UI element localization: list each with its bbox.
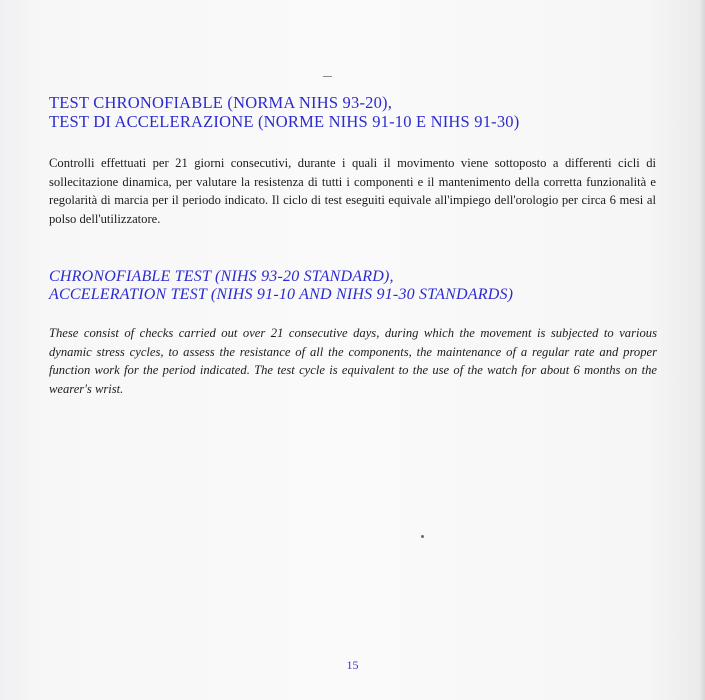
italian-heading-line-1: TEST CHRONOFIABLE (NORMA NIHS 93-20), — [49, 93, 393, 112]
italian-heading-line-2: TEST DI ACCELERAZIONE (NORME NIHS 91-10 E NIHS 91-30) — [49, 112, 520, 131]
top-print-mark — [323, 76, 332, 77]
page-edge-shadow — [699, 0, 705, 700]
english-heading — [49, 268, 669, 304]
english-heading-line-1: CHRONOFIABLE TEST (NIHS 93-20 STANDARD), — [49, 268, 394, 285]
english-body-paragraph: These consist of checks carried out over 21 consecutive days, during which the movement is subjected to various dynamic stress cycles, to assess the resistance of all the components, the maintenance of a regular rate and proper function work for the period indicated. The test cycle is equivalent to the use of the watch for about 6 months on the wearer's wrist. — [49, 326, 657, 396]
english-heading-line-2: ACCELERATION TEST (NIHS 91-10 AND NIHS 91-30 STANDARDS) — [49, 286, 514, 303]
page-number: 15 — [346, 658, 359, 672]
italian-heading — [49, 93, 669, 131]
print-speck — [421, 535, 424, 538]
italian-body-paragraph: Controlli effettuati per 21 giorni consecutivi, durante i quali il movimento viene sottoposto a differenti cicli di sollecitazione dinamica, per valutare la resistenza di tutti i componenti e il mantenimento della corretta funzionalità e regolarità di marcia per il periodo indicato. Il ciclo di test eseguiti equivale all'impiego dell'orologio per circa 6 mesi al polso dell'utilizzatore. — [49, 156, 656, 226]
